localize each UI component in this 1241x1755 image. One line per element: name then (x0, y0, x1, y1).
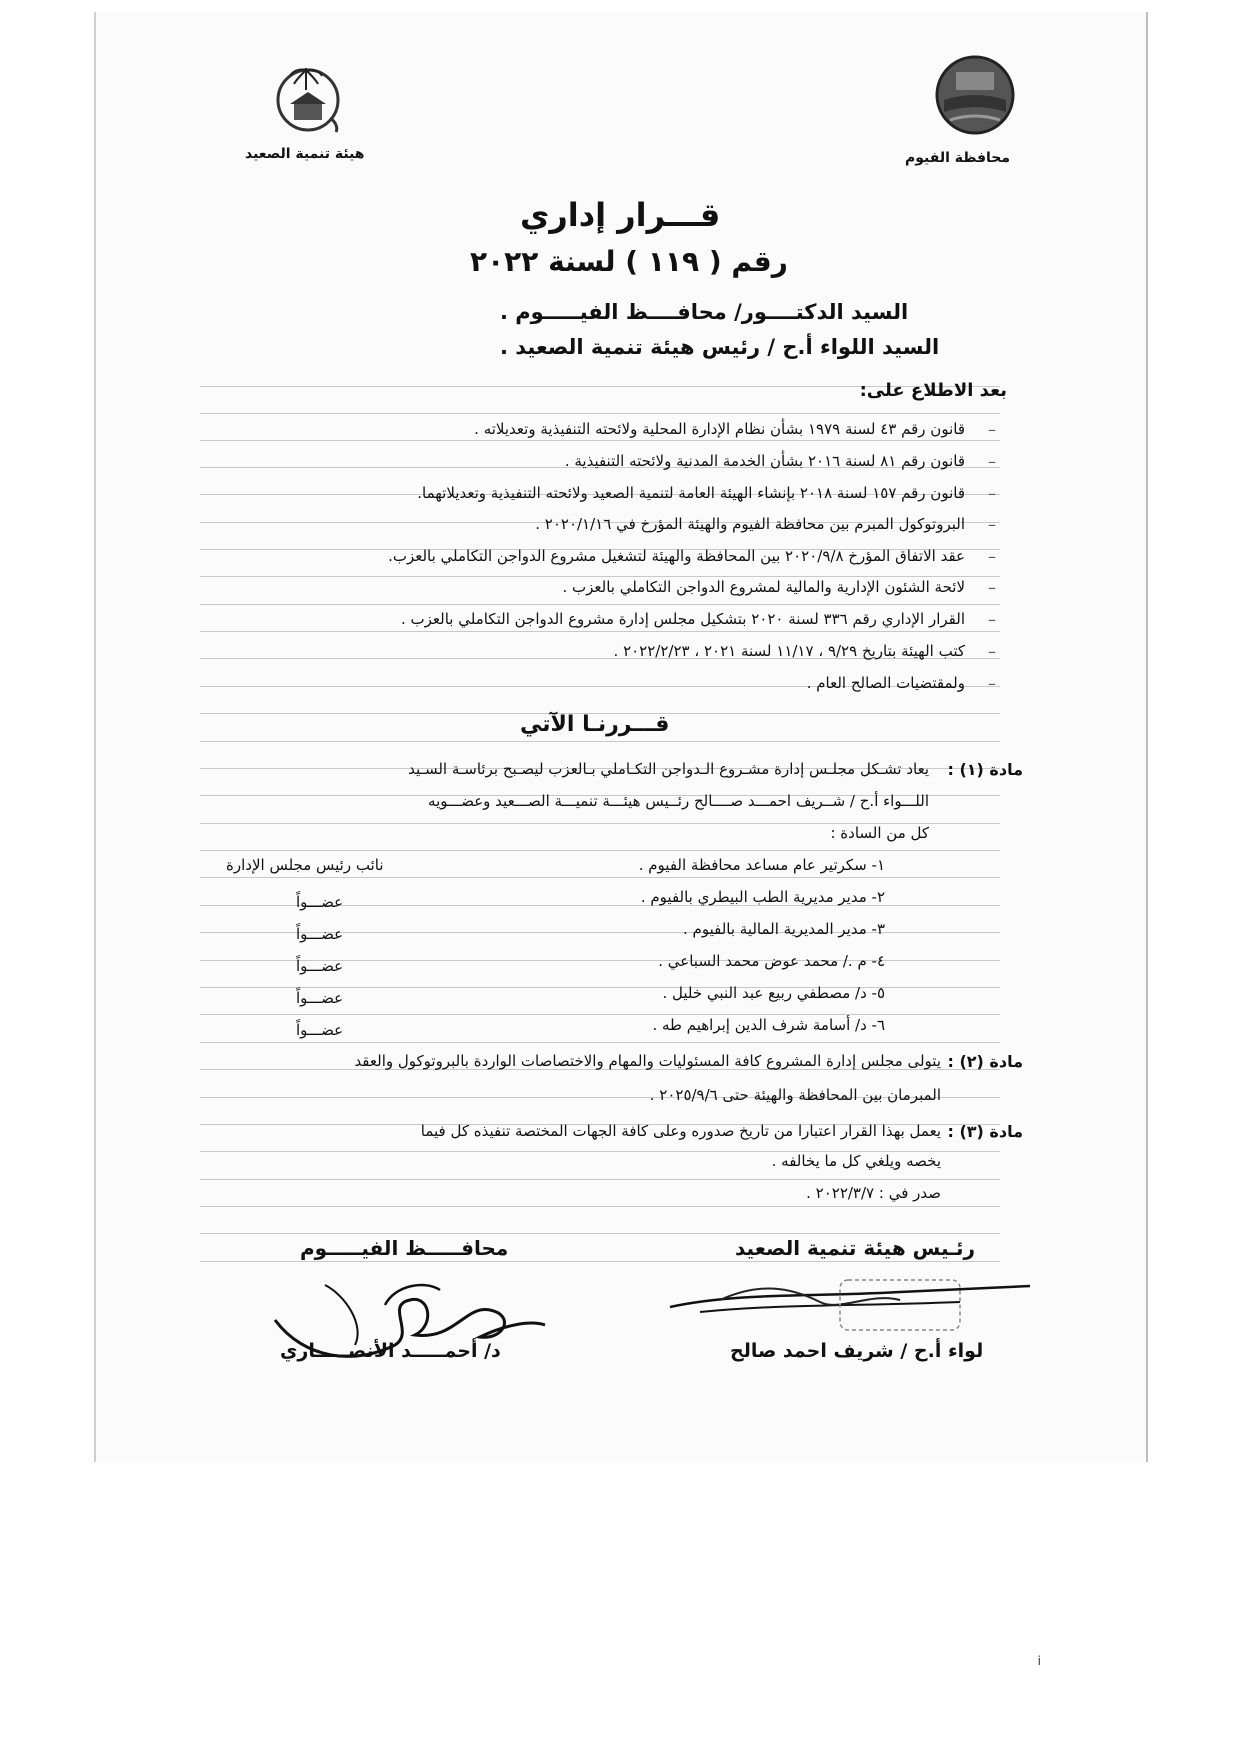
authority-head-title: رئـيس هيئة تنمية الصعيد (735, 1236, 975, 1260)
member-role: عضـــواً (296, 893, 344, 911)
member-role: عضـــواً (296, 925, 344, 943)
article-3-label: مادة (٣) : (947, 1122, 1023, 1141)
authority-head-signature (660, 1262, 1040, 1346)
article-1-line: اللـــواء أ.ح / شــريف احمـــد صــــالح رئــيس هيئـــة تنميـــة الصـــعيد وعضـــويه (428, 792, 929, 810)
preamble-item: القرار الإداري رقم ٣٣٦ لسنة ٢٠٢٠ بتشكيل مجلس إدارة مشروع الدواجن التكاملي بالعزب . (400, 610, 965, 628)
footer-mark: i (1037, 1654, 1041, 1668)
article-1-line: يعاد تشـكل مجلـس إدارة مشـروع الـدواجن التكـاملي بـالعزب ليصـبح برئاسـة السـيد (408, 760, 929, 778)
member-name: ٣- مدير المديرية المالية بالفيوم . (683, 920, 885, 938)
issued-date: صدر في : ٢٠٢٢/٣/٧ . (806, 1184, 941, 1202)
article-2-line: يتولى مجلس إدارة المشروع كافة المسئوليات والمهام والاختصاصات الواردة بالبروتوكول والعقد (354, 1052, 941, 1070)
member-role: عضـــواً (296, 989, 344, 1007)
decision-heading: قـــررنـا الآتي (520, 712, 670, 737)
preamble-item: عقد الاتفاق المؤرخ ٢٠٢٠/٩/٨ بين المحافظة والهيئة لتشغيل مشروع الدواجن التكاملي بالعزب. (388, 547, 965, 565)
member-name: ٤- م ./ محمد عوض محمد السباعي . (658, 952, 885, 970)
preamble-item: لائحة الشئون الإدارية والمالية لمشروع الدواجن التكاملي بالعزب . (562, 578, 965, 596)
preamble-item: قانون رقم ٤٣ لسنة ١٩٧٩ بشأن نظام الإدارة المحلية ولائحته التنفيذية وتعديلاته . (474, 420, 965, 438)
member-name: ٦- د/ أسامة شرف الدين إبراهيم طه . (652, 1016, 885, 1034)
decision-title: قـــرار إداري (520, 196, 721, 234)
left-org-name: هيئة تنمية الصعيد (245, 146, 365, 162)
upper-egypt-authority-logo (270, 58, 350, 142)
governor-title: محافـــــظ الفيـــــوم (300, 1236, 509, 1260)
fayoum-governorate-logo (930, 50, 1020, 144)
member-role: عضـــواً (296, 957, 344, 975)
addressee-authority-head: السيد اللواء أ.ح / رئيس هيئة تنمية الصعيد . (500, 335, 940, 359)
member-name: ١- سكرتير عام مساعد محافظة الفيوم . (638, 856, 885, 874)
decision-number-line: رقم ( ١١٩ ) لسنة ٢٠٢٢ (470, 245, 788, 278)
preamble-heading: بعد الاطلاع على: (859, 380, 1007, 401)
article-3-line: يعمل بهذا القرار اعتبارا من تاريخ صدوره وعلى كافة الجهات المختصة تنفيذه كل فيما (420, 1122, 941, 1140)
preamble-item: قانون رقم ٨١ لسنة ٢٠١٦ بشأن الخدمة المدنية ولائحته التنفيذية . (564, 452, 965, 470)
addressee-governor: السيد الدكتــــور/ محافــــظ الفيـــــوم . (500, 300, 909, 324)
article-2-line: المبرمان بين المحافظة والهيئة حتى ٢٠٢٥/٩/٦ . (649, 1086, 941, 1104)
governor-name: د/ أحمـــــد الأنصـــــاري (280, 1340, 501, 1362)
right-org-name: محافظة الفيوم (905, 150, 1011, 166)
article-2-label: مادة (٢) : (947, 1052, 1023, 1071)
article-1-line: كل من السادة : (830, 824, 929, 842)
article-1-label: مادة (١) : (947, 760, 1023, 779)
member-role: عضـــواً (296, 1021, 344, 1039)
member-name: ٢- مدير مديرية الطب البيطري بالفيوم . (640, 888, 885, 906)
preamble-item: كتب الهيئة بتاريخ ٩/٢٩ ، ١١/١٧ لسنة ٢٠٢١ ، ٢٠٢٢/٢/٢٣ . (613, 642, 965, 660)
preamble-item: ولمقتضيات الصالح العام . (806, 674, 965, 692)
preamble-item: قانون رقم ١٥٧ لسنة ٢٠١٨ بإنشاء الهيئة العامة لتنمية الصعيد ولائحته التنفيذية وتعديلاتهما. (417, 484, 965, 502)
member-name: ٥- د/ مصطفي ربيع عبد النبي خليل . (662, 984, 885, 1002)
member-role: نائب رئيس مجلس الإدارة (226, 856, 384, 874)
preamble-item: البروتوكول المبرم بين محافظة الفيوم والهيئة المؤرخ في ٢٠٢٠/١/١٦ . (535, 515, 965, 533)
authority-head-name: لواء أ.ح / شريف احمد صالح (730, 1340, 984, 1362)
article-3-line: يخصه ويلغي كل ما يخالفه . (771, 1152, 941, 1170)
